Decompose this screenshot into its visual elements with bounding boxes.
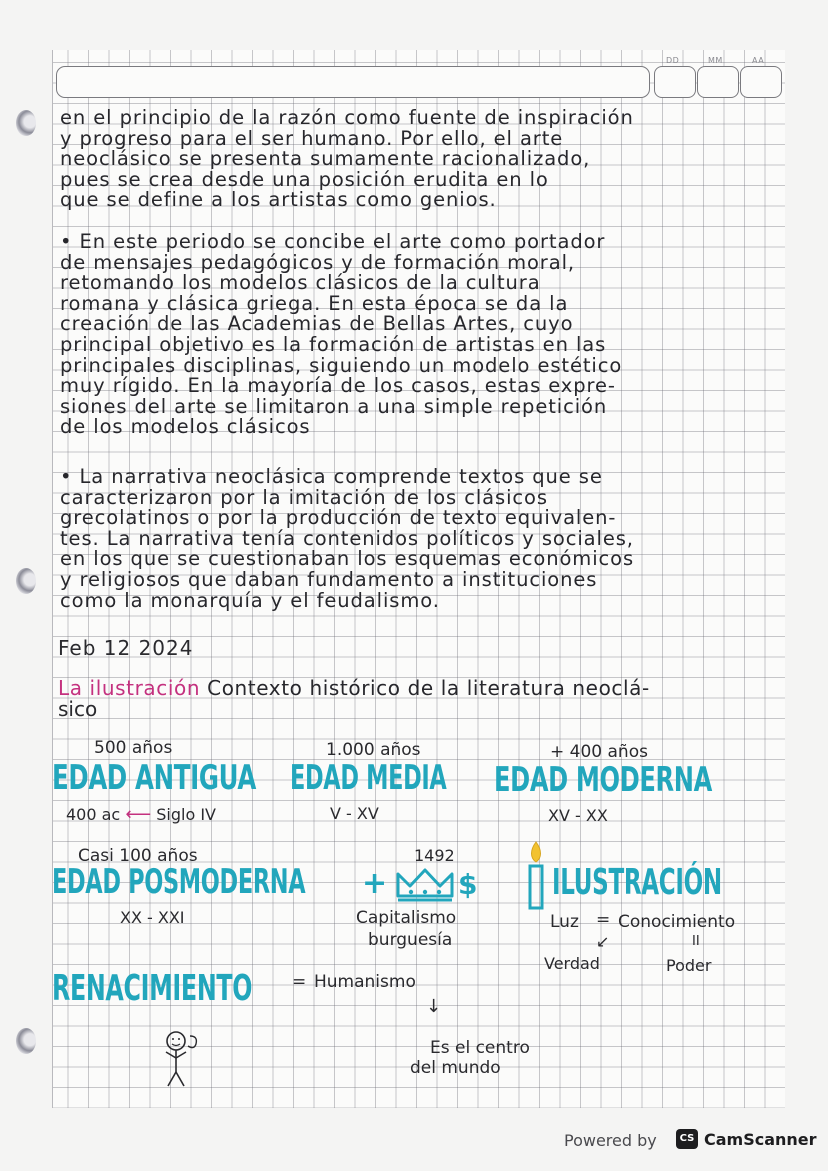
binder-hole: [16, 1028, 36, 1054]
equals-vertical-sign: II: [692, 934, 700, 949]
text-line: grecolatinos o por la producción de texto equivalen-: [60, 506, 617, 530]
era-antigua-title: EDAD ANTIGUA: [52, 758, 256, 798]
date-box-month: [697, 66, 739, 98]
era-posmoderna-title: EDAD POSMODERNA: [52, 862, 306, 902]
text-line: como la monarquía y el feudalismo.: [60, 588, 440, 612]
text-line: • En este periodo se concibe el arte como portador: [60, 230, 606, 253]
equals-sign: =: [292, 972, 307, 992]
text-line: en los que se cuestionaban los esquemas económicos: [60, 547, 635, 571]
binder-hole: [16, 110, 36, 136]
powered-by-text: Powered by: [564, 1131, 657, 1150]
crown-icon: [394, 866, 456, 904]
date-heading: Feb 12 2024: [58, 636, 194, 660]
text-line: de los modelos clásicos: [60, 415, 311, 439]
capitalismo-year: 1492: [414, 846, 455, 865]
binder-hole: [16, 568, 36, 594]
stick-figure-icon: [160, 1028, 208, 1092]
candle-icon: [524, 840, 548, 912]
ilustracion-luz: Luz: [550, 912, 579, 932]
arrow-down-icon: ↓: [426, 996, 442, 1017]
era-media-range: V - XV: [330, 804, 379, 823]
era-moderna-duration: + 400 años: [550, 742, 648, 762]
plus-icon: +: [362, 866, 387, 901]
arrow-left-icon: ⟵: [125, 804, 152, 825]
date-box-year: [740, 66, 782, 98]
camscanner-logo-icon: CS: [676, 1129, 698, 1149]
era-posmoderna-range: XX - XXI: [120, 908, 185, 927]
section-heading-line1: Contexto histórico de la literatura neoclá-: [207, 676, 650, 700]
text-line: y religiosos que daban fundamento a instituciones: [60, 567, 598, 591]
equals-sign: =: [596, 910, 611, 930]
date-label-month: MM: [708, 56, 723, 65]
ilustracion-title: ILUSTRACIÓN: [552, 862, 722, 903]
era-antigua-duration: 500 años: [94, 738, 173, 758]
section-heading-line2: sico: [58, 697, 98, 721]
paragraph-academies: [60, 232, 780, 438]
text-line: • La narrativa neoclásica comprende textos que se: [60, 465, 603, 488]
centro-line2: del mundo: [410, 1058, 501, 1078]
date-label-year: AA: [752, 56, 765, 65]
text-line: retomando los modelos clásicos de la cultura: [60, 271, 541, 295]
ilustracion-conocimiento: Conocimiento: [618, 912, 736, 932]
era-posmoderna-duration: Casi 100 años: [78, 846, 198, 866]
text-line: muy rígido. En la mayoría de los casos, estas expre-: [60, 374, 616, 398]
section-heading: [58, 676, 650, 700]
era-media-title: EDAD MEDIA: [290, 758, 447, 798]
text-line: tes. La narrativa tenía contenidos políticos y sociales,: [60, 526, 634, 550]
paragraph-intro: [60, 108, 780, 211]
text-line: y progreso para el ser humano. Por ello, el arte: [60, 126, 564, 150]
era-moderna-title: EDAD MODERNA: [494, 760, 712, 800]
ilustracion-poder: Poder: [666, 956, 712, 975]
centro-line1: Es el centro: [430, 1038, 530, 1058]
text-line: principal objetivo es la formación de artistas en las: [60, 332, 607, 356]
burguesia-label: burguesía: [368, 930, 453, 950]
text-line: romana y clásica griega. En esta época se da la: [60, 291, 569, 315]
text-line: pues se crea desde una posición erudita en lo: [60, 167, 549, 191]
era-antigua-range-to: Siglo IV: [156, 805, 216, 824]
era-moderna-range: XV - XX: [548, 806, 608, 825]
text-line: creación de las Academias de Bellas Artes, cuyo: [60, 312, 574, 336]
section-heading-label: La ilustración: [58, 676, 201, 700]
paragraph-narrative: [60, 467, 780, 611]
era-antigua-range: [66, 804, 216, 825]
notebook-header-box: [56, 66, 650, 98]
text-line: en el principio de la razón como fuente de inspiración: [60, 106, 634, 129]
text-line: que se define a los artistas como genios.: [60, 188, 497, 212]
date-box-day: [654, 66, 696, 98]
arrow-down-left-icon: ↙: [596, 932, 610, 951]
date-label-day: DD: [666, 56, 680, 65]
dollar-icon: $: [458, 868, 477, 901]
text-line: caracterizaron por la imitación de los clásicos: [60, 485, 548, 509]
camscanner-brand: CamScanner: [704, 1130, 817, 1149]
text-line: neoclásico se presenta sumamente racionalizado,: [60, 147, 591, 171]
renacimiento-title: RENACIMIENTO: [52, 968, 253, 1009]
capitalismo-label: Capitalismo: [356, 908, 457, 928]
era-antigua-range-from: 400 ac: [66, 805, 121, 824]
text-line: principales disciplinas, siguiendo un modelo estético: [60, 353, 623, 377]
era-media-duration: 1.000 años: [326, 740, 421, 760]
humanismo-label: Humanismo: [314, 972, 416, 992]
ilustracion-verdad: Verdad: [544, 954, 600, 973]
text-line: de mensajes pedagógicos y de formación moral,: [60, 250, 575, 274]
text-line: siones del arte se limitaron a una simple repetición: [60, 394, 608, 418]
